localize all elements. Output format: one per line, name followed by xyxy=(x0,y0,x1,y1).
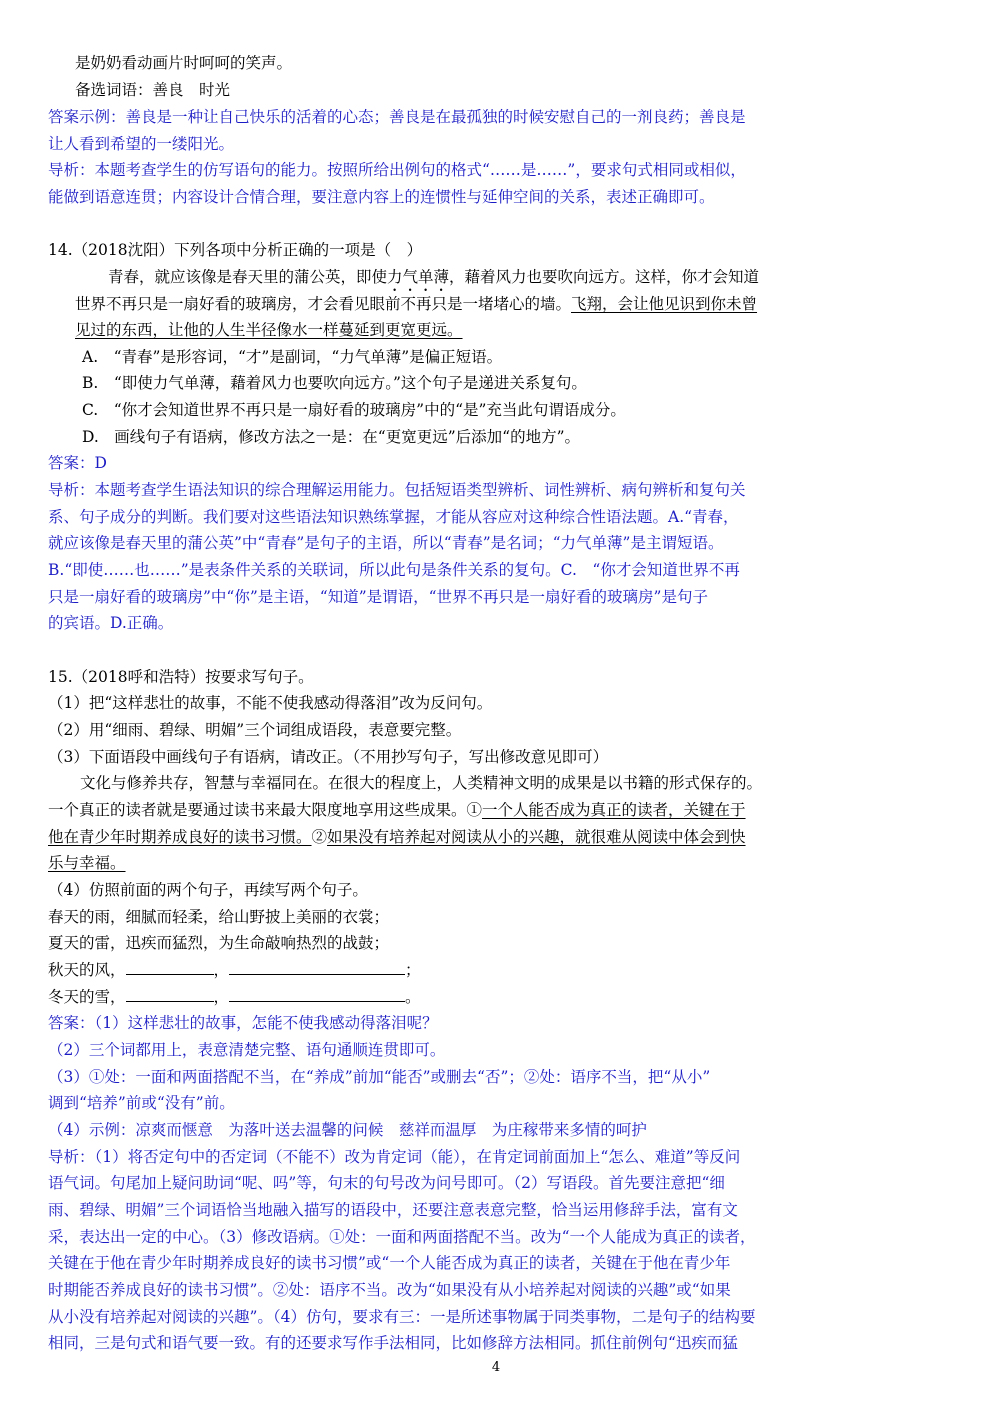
question-15-title: 15.（2018呼和浩特）按要求写句子。 xyxy=(48,668,314,686)
passage-text: 一个真正的读者就是要通过读书来最大限度地享用这些成果。① xyxy=(48,801,483,819)
analysis-line: 只是一扇好看的玻璃房”中“你”是主语，“知道”是谓语，“世界不再只是一扇好看的玻璃房”是句子 xyxy=(48,588,708,606)
analysis-line: 关键在于他在青少年时期养成良好的读书习惯”或“一个人能否成为真正的读者，关键在于他在青少年 xyxy=(48,1254,731,1272)
analysis-line: 能做到语意连贯；内容设计合情合理，要注意内容上的连惯性与延伸空间的关系，表述正确即可。 xyxy=(48,188,715,206)
passage-line xyxy=(48,827,746,847)
answer-line: （2）三个词都用上，表意清楚完整、语句通顺连贯即可。 xyxy=(48,1041,446,1059)
option-c: C. “你才会知道世界不再只是一扇好看的玻璃房”中的“是”充当此句谓语成分。 xyxy=(82,401,626,419)
option-a: A. “青春”是形容词，“才”是副词，“力气单薄”是偏正短语。 xyxy=(82,348,503,366)
answer-line: 调到“培养”前或“没有”前。 xyxy=(48,1094,235,1112)
analysis-line: 从小没有培养起对阅读的兴趣”。（4）仿句，要求有三：一是所述事物属于同类事物，二是句子的结构要 xyxy=(48,1308,756,1326)
analysis-line: 就应该像是春天里的蒲公英”中“青春”是句子的主语，所以“青春”是名词；“力气单薄”是主谓短语。 xyxy=(48,534,724,552)
text-line: 是奶奶看动画片时呵呵的笑声。 xyxy=(75,54,293,72)
analysis-line: 导析：本题考查学生的仿写语句的能力。按照所给出例句的格式“……是……”，要求句式相同或相似， xyxy=(48,161,746,179)
punctuation: 。 xyxy=(405,988,421,1006)
underlined-sentence: 见过的东西，让他的人生半径像水一样蔓延到更宽更远。 xyxy=(75,321,463,339)
passage-text: ② xyxy=(311,828,328,846)
underlined-sentence: 飞翔，会让他见识到你未曾 xyxy=(571,295,758,313)
fill-blank-line xyxy=(48,960,421,980)
answer-line: （3）①处：一面和两面搭配不当，在“养成”前加“能否”或删去“否”；②处：语序不当，把“从小” xyxy=(48,1068,711,1086)
analysis-line: B.“即使……也……”是表条件关系的关联词，所以此句是条件关系的复句。C. “你才会知道世界不再 xyxy=(48,561,740,579)
passage-line xyxy=(48,800,746,820)
page-number: 4 xyxy=(491,1360,501,1375)
punctuation: ， xyxy=(213,961,230,979)
passage-text: 青春，就应该像是春天里的蒲公英，即使 xyxy=(108,268,388,286)
passage-line xyxy=(108,267,759,295)
underlined-sentence: 如果没有培养起对阅读从小的兴趣，就很难从阅读中体会到快 xyxy=(327,828,746,846)
sub-question: （2）用“细雨、碧绿、明媚”三个词组成语段，表意要完整。 xyxy=(48,721,462,739)
punctuation: ； xyxy=(405,961,421,979)
passage-text: 世界不再只是一扇好看的玻璃房，才会看见眼前不再只是一堵堵心的墙。 xyxy=(75,295,572,313)
analysis-line: 系、句子成分的判断。我们要对这些语法知识熟练掌握，才能从容应对这种综合性语法题。A.“青春， xyxy=(48,508,739,526)
underlined-sentence: 他在青少年时期养成良好的读书习惯。 xyxy=(48,828,312,846)
question-14-title: 14.（2018沈阳）下列各项中分析正确的一项是（ ） xyxy=(48,241,423,259)
answer-blank[interactable] xyxy=(229,960,405,975)
blank-prefix: 冬天的雪， xyxy=(48,988,126,1006)
example-sentence: 春天的雨，细腻而轻柔，给山野披上美丽的衣裳； xyxy=(48,908,390,926)
analysis-line: 导析：本题考查学生语法知识的综合理解运用能力。包括短语类型辨析、词性辨析、病句辨析和复句关 xyxy=(48,481,746,499)
answer-blank[interactable] xyxy=(126,987,214,1002)
sub-question: （4）仿照前面的两个句子，再续写两个句子。 xyxy=(48,881,368,899)
passage-text: ，藉着风力也要吹向远方。这样，你才会知道 xyxy=(449,268,760,286)
analysis-line: 语气词。句尾加上疑问助词“呢、吗”等，句末的句号改为问号即可。（2）写语段。首先要注意把“细 xyxy=(48,1174,725,1192)
text-line: 备选词语：善良 时光 xyxy=(75,81,231,99)
answer-line: （4）示例：凉爽而惬意 为落叶送去温馨的问候 慈祥而温厚 为庄稼带来多情的呵护 xyxy=(48,1121,647,1139)
analysis-line: 雨、碧绿、明媚”三个词语恰当地融入描写的语段中，还要注意表意完整，恰当运用修辞手法，富有文 xyxy=(48,1201,738,1219)
fill-blank-line xyxy=(48,987,421,1007)
analysis-line: 导析：（1）将否定句中的否定词（不能不）改为肯定词（能），在肯定词前面加上“怎么、难道”等反问 xyxy=(48,1148,741,1166)
sub-question: （3）下面语段中画线句子有语病，请改正。（不用抄写句子，写出修改意见即可） xyxy=(48,748,609,766)
dotted-phrase: 力气单薄 xyxy=(387,268,450,286)
answer-line: 答案：D xyxy=(48,454,107,472)
answer-blank[interactable] xyxy=(126,960,214,975)
underlined-sentence: 一个人能否成为真正的读者，关键在于 xyxy=(482,801,746,819)
example-sentence: 夏天的雷，迅疾而猛烈，为生命敲响热烈的战鼓； xyxy=(48,934,390,952)
answer-blank[interactable] xyxy=(229,987,405,1002)
option-d: D. 画线句子有语病，修改方法之一是：在“更宽更远”后添加“的地方”。 xyxy=(82,428,581,446)
analysis-line: 采，表达出一定的中心。（3）修改语病。①处：一面和两面搭配不当。改为“一个人能成为真正的读者， xyxy=(48,1228,756,1246)
punctuation: ， xyxy=(213,988,230,1006)
blank-prefix: 秋天的风， xyxy=(48,961,126,979)
sub-question: （1）把“这样悲壮的故事，不能不使我感动得落泪”改为反问句。 xyxy=(48,694,493,712)
answer-line: 让人看到希望的一缕阳光。 xyxy=(48,135,235,153)
analysis-line: 时期能否养成良好的读书习惯”。②处：语序不当。改为“如果没有从小培养起对阅读的兴趣”或“如果 xyxy=(48,1281,731,1299)
answer-line: 答案示例：善良是一种让自己快乐的活着的心态；善良是在最孤独的时候安慰自己的一剂良药；善良是 xyxy=(48,108,746,126)
option-b: B. “即使力气单薄，藉着风力也要吹向远方。”这个句子是递进关系复句。 xyxy=(82,374,587,392)
answer-line: 答案：（1）这样悲壮的故事，怎能不使我感动得落泪呢？ xyxy=(48,1014,438,1032)
analysis-line: 相同，三是句式和语气要一致。有的还要求写作手法相同，比如修辞方法相同。抓住前例句“迅疾而猛 xyxy=(48,1334,738,1352)
underlined-sentence: 乐与幸福。 xyxy=(48,854,126,872)
passage-line xyxy=(75,294,757,314)
passage-line: 文化与修养共存，智慧与幸福同在。在很大的程度上，人类精神文明的成果是以书籍的形式保存的。 xyxy=(80,774,763,792)
analysis-line: 的宾语。D.正确。 xyxy=(48,614,174,632)
